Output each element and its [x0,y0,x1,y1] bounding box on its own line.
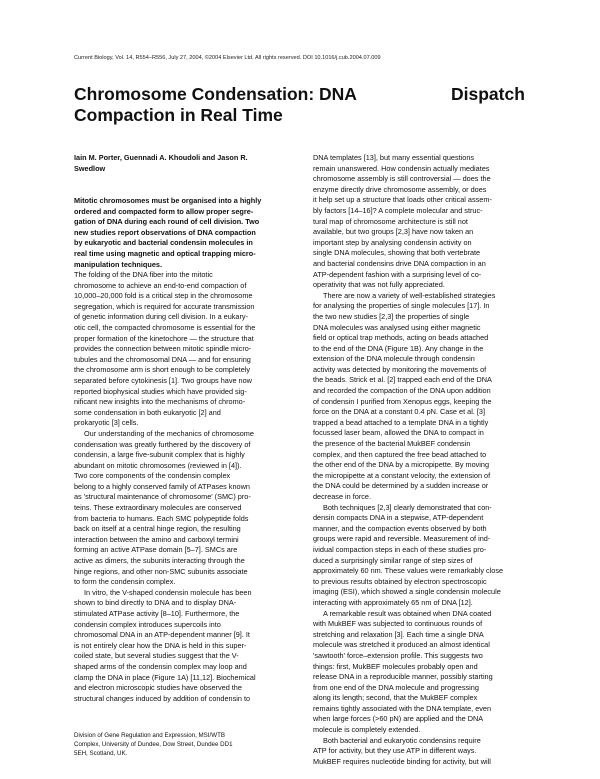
text-line: enzyme directly drive chromosome assembly, or does [313,184,487,194]
abstract-line: ordered and compacted form to allow proper segre- [74,206,254,216]
paragraph [313,736,527,768]
text-line: separated before cytokinesis [1]. Two groups have now [74,375,252,385]
text-line: the chromosome arm is short enough to be completely [74,365,251,375]
paragraph [74,270,306,429]
text-line: segregation, which is required for accurate transmission [74,301,255,311]
text-line: for analysing the properties of single molecules [17]. In [313,301,490,311]
text-line: chromosome assembly is still controversial — does the [313,174,491,184]
text-line: operativity that was not fully appreciated. [313,280,445,290]
text-line: ATP for activity, but they use ATP in different ways. [313,746,477,756]
text-line: tubules and the chromosomal DNA — and for ensuring [74,354,251,364]
author-affiliation [74,732,306,758]
author-line: Swedlow [74,163,106,173]
text-line: remains tightly associated with the DNA template, even [313,703,492,713]
text-line: of genetic information during cell division. In a eukary- [74,312,248,322]
text-line: Two core components of the condensin complex [74,471,231,481]
text-line: the two new studies [2,3] the properties of single [313,311,470,321]
text-line: it help set up a structure that loads other critical assem- [313,195,492,205]
text-line: important step by analysing condensin activity on [313,237,472,247]
text-line: force on the DNA at a constant 0.4 pN. Case et al. [3] [313,407,485,417]
text-line: chromosomal DNA in an ATP-dependent manner [9]. It [74,630,250,640]
text-line: clamp the DNA in place (Figure 1A) [11,12]. Biochemical [74,672,256,682]
paragraph [74,429,306,588]
text-line: the micropipette at a constant velocity, the extension of [313,470,491,480]
text-line: to form the condensin complex. [74,577,176,587]
text-line: densin compacts DNA in a stepwise, ATP-dependent [313,513,484,523]
text-line: There are now a variety of well-established strategies [323,290,496,300]
text-line: provides the connection between mitotic spindle micro- [74,344,252,354]
text-line: and recorded the compaction of the DNA upon addition [313,386,491,396]
text-line: shaped arms of the condensin complex may loop and [74,661,247,671]
text-line: back on itself at a central hinge region, the resulting [74,524,241,534]
title-line: Chromosome Condensation: DNA [74,84,357,104]
text-line: approximately 60 nm. These values were remarkably close [313,566,504,576]
text-line: In vitro, the V-shaped condensin molecule has been [84,587,252,597]
text-line: prokaryotic [3] cells. [74,418,139,428]
paragraph [313,291,527,503]
text-line: the presence of the bacterial MukBEF condensin [313,439,471,449]
text-line: otic cell, the compacted chromosome is essential for the [74,322,256,332]
text-line: is not entirely clear how the DNA is held in this super- [74,640,247,650]
text-line: DNA templates [13], but many essential questions [313,153,475,162]
text-line: condensin, a large five-subunit complex that is highly [74,450,245,460]
text-line: 10,000–20,000 fold is a critical step in the chromosome [74,291,253,301]
paragraph [313,153,527,291]
article-title [74,84,434,125]
left-column-body [74,270,306,704]
author-list [74,153,306,174]
text-line: when large forces (>60 pN) are applied and the DNA [313,714,484,724]
text-line: chromosome to achieve an end-to-end compaction of [74,280,247,290]
text-line: interacting with approximately 65 nm of DNA [12]. [313,597,473,607]
paragraph [74,588,306,705]
text-line: the DNA could be determined by a sudden increase or [313,481,489,491]
text-line: available, but two groups [2,3] have now taken an [313,227,474,237]
text-line: Our understanding of the mechanics of chromosome [84,428,254,438]
text-line: belong to a highly conserved family of ATPases known [74,481,250,491]
text-line: active as dimers, the subunits interacting through the [74,556,245,566]
text-line: stretching and relaxation [3]. Each time a single DNA [313,629,484,639]
abstract-line: by eukaryotic and bacterial condensin molecules in [74,238,253,248]
text-line: activity was detected by monitoring the movements of [313,364,487,374]
text-line: molecule was stretched it produced an almost identical [313,640,490,650]
text-line: condensation was greatly furthered by the discovery of [74,439,251,449]
paragraph [313,503,527,609]
affiliation-line: Complex, University of Dundee, Dow Street, Dundee DD1 [74,740,233,748]
text-line: shown to bind directly to DNA and to display DNA- [74,598,237,608]
text-line: bly factors [14–16]? A complete molecular and struc- [313,205,483,215]
text-line: condensin complex introduces supercoils into [74,619,221,629]
text-line: groups were rapid and reversible. Measurement of ind- [313,534,491,544]
abstract-line: gation of DNA during each round of cell division. Two [74,217,260,227]
text-line: things: first, MukBEF molecules probably open and [313,661,478,671]
text-line: MukBEF requires nucleotide binding for activity, but will [313,756,491,766]
text-line: proper formation of the kinetochore — the structure that [74,333,254,343]
text-line: imaging (ESI), which showed a single condensin molecule [313,587,501,597]
text-line: field or optical trap methods, acting on beads attached [313,333,489,343]
text-line: ATP-dependent fashion with a surprising level of co- [313,269,482,279]
text-line: the other end of the DNA by a micropipette. By moving [313,460,490,470]
text-line: and bacterial condensins drive DNA compaction in an [313,258,486,268]
text-line: decrease in force. [313,492,372,501]
text-line: as 'structural maintenance of chromosome' (SMC) pro- [74,492,251,502]
abstract-line: Mitotic chromosomes must be organised into a highly [74,196,262,205]
text-line: single DNA molecules, showing that both vertebrate [313,248,481,258]
text-line: molecule is completely extended. [313,725,421,735]
text-line: structural changes induced by addition of condensin to [74,693,251,703]
text-line: some condensation in both eukaryotic [2] and [74,407,221,417]
text-line: The folding of the DNA fiber into the mitotic [74,270,213,279]
text-line: to the end of the DNA (Figure 1B). Any change in the [313,343,484,353]
abstract [74,196,306,270]
text-line: DNA molecules was analysed using either magnetic [313,322,481,332]
text-line: duced a surprisingly similar range of step sizes of [313,555,473,565]
text-line: of condensin I purified from Xenopus eggs, keeping the [313,396,492,406]
text-line: stimulated ATPase activity [8–10]. Furthermore, the [74,609,240,618]
text-line: Both bacterial and eukaryotic condensins require [323,735,481,745]
text-line: extension of the DNA molecule through condensin [313,354,475,364]
text-line: with MukBEF was subjected to continuous rounds of [313,619,483,629]
text-line: ividual compaction steps in each of these studies pro- [313,544,487,554]
paragraph [313,609,527,736]
text-line: hinge regions, and other non-SMC subunits associate [74,566,248,576]
affiliation-line: 5EH, Scotland, UK. [74,749,128,757]
text-line: forming an active ATPase domain [5–7]. SMCs are [74,545,238,555]
text-line: focussed laser beam, allowed the DNA to compact in [313,428,484,438]
text-line: coiled state, but several studies suggest that the V- [74,651,239,661]
section-label: Dispatch [451,84,525,104]
text-line: release DNA in a reproducible manner, possibly starting [313,672,493,682]
text-line: to previous results obtained by electron spectroscopic [313,576,487,586]
text-line: from one end of the DNA molecule and progressing [313,682,479,692]
text-line: 'sawtooth' force–extension profile. This suggests two [313,650,483,660]
text-line: from bacteria to humans. Each SMC polypeptide folds [74,513,249,523]
affiliation-line: Division of Gene Regulation and Expression, MSI/WTB [74,732,225,739]
title-line: Compaction in Real Time [74,104,283,125]
text-line: the beads. Strick et al. [2] trapped each end of the DNA [313,375,492,385]
text-line: reported biophysical studies which have provided sig- [74,386,247,396]
text-line: trapped a bead attached to a template DNA in a tightly [313,417,489,427]
abstract-line: new studies report observations of DNA compaction [74,227,256,237]
text-line: teins. These extraordinary molecules are conserved [74,503,242,513]
text-line: manner, and the compaction events observed by both [313,523,487,533]
text-line: along its length; second, that the MukBEF complex [313,693,478,703]
abstract-line: real time using magnetic and optical trapping micro- [74,248,256,258]
text-line: remain unanswered. How condensin actually mediates [313,163,490,173]
text-line: A remarkable result was obtained when DNA coated [323,608,492,618]
text-line: tural map of chromosome architecture is still not [313,216,468,226]
text-line: nificant new insights into the mechanisms of chromo- [74,397,246,407]
text-line: interaction between the amino and carboxyl termini [74,534,239,544]
journal-citation-header: Current Biology, Vol. 14, R554–R556, July 27, 2004, ©2004 Elsevier Ltd. All rights reserved. DOI 10.1016/j.cub.2004.07.009 [74,55,381,61]
text-line: complex, and then captured the free bead attached to [313,449,487,459]
author-line: Iain M. Porter, Guennadi A. Khoudoli and Jason R. [74,153,248,162]
text-line: Both techniques [2,3] clearly demonstrated that con- [323,502,492,512]
right-column-body [313,153,527,767]
abstract-line: manipulation techniques. [74,259,162,269]
text-line: and electron microscopic studies have observed the [74,683,242,693]
text-line: abundant on mitotic chromosomes (reviewed in [4]). [74,460,242,470]
